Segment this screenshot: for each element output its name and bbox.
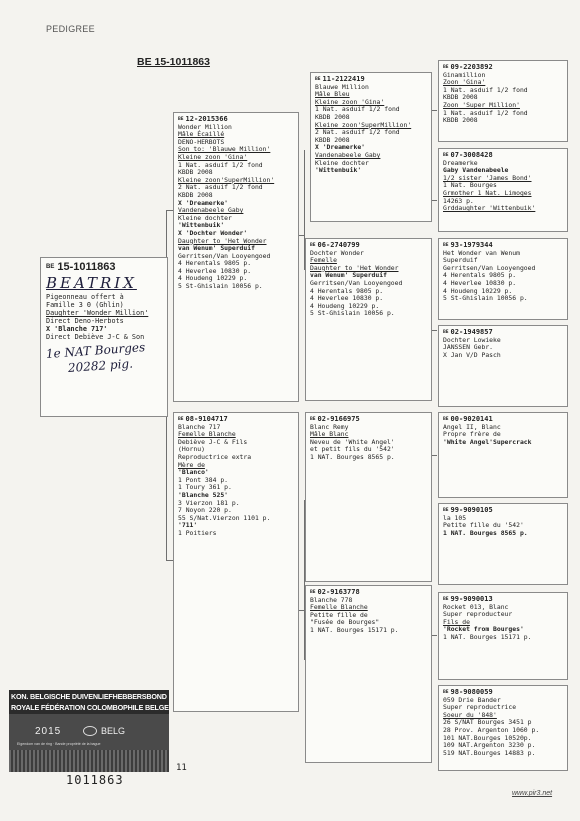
pedigree-line: 1/2 sister 'James Bond' (443, 173, 532, 182)
pedigree-line: 1 Nat. asduif 1/2 fond (443, 108, 528, 117)
pedigree-line: Kleine zoon'SuperMillion' (178, 175, 275, 184)
ring-number: BE 99-9090013 (443, 595, 493, 603)
pedigree-line: Gerritsen/Van Looyengoed (443, 263, 536, 272)
pedigree-line: Petite fille de (310, 610, 368, 619)
sire-sire-dam-box (438, 148, 568, 232)
pedigree-line: Grddaughter 'Wittenbuik' (443, 204, 536, 213)
pedigree-line: Vandenabeele Gaby (315, 150, 381, 159)
pedigree-line: 'Wittenbuik' (315, 166, 362, 175)
ring-number: BE 98-9080059 (443, 688, 493, 696)
pedigree-line: X 'Dochter Wonder' (178, 228, 248, 237)
pedigree-line: 1 Poitiers (178, 528, 217, 537)
pedigree-line: 2 Nat. asduif 1/2 fond (315, 128, 400, 137)
pedigree-line: 1 NAT. Bourges 8565 p. (310, 452, 395, 461)
pedigree-line: 1 Pont 384 p. (178, 475, 229, 484)
handwritten-name: BEATRIX (46, 274, 137, 292)
federation-ring-label (9, 690, 169, 772)
subject-line: X 'Blanche 717' (46, 325, 108, 333)
pedigree-line: 7 Noyon 220 p. (178, 506, 232, 515)
pedigree-line: Neveu de 'White Angel' (310, 437, 395, 446)
pedigree-line: Blanche 717 (178, 422, 221, 431)
ring-number: BE 00-9020141 (443, 415, 493, 423)
pedigree-line: Vandenabeele Gaby (178, 206, 244, 215)
pedigree-line: Grmother 1 Nat. Limoges (443, 188, 532, 197)
pedigree-line: 1 Nat. Bourges (443, 181, 497, 190)
pedigree-line: Propre frère de (443, 430, 501, 439)
pedigree-line: 1 NAT. Bourges 8565 p. (443, 528, 528, 537)
subject-line: Direct Debiève J-C & Son (46, 333, 145, 341)
pedigree-line: 3 Vierzon 181 p. (178, 498, 240, 507)
pedigree-line: Gerritsen/Van Looyengoed (178, 251, 271, 260)
ring-year: 2015 (35, 726, 62, 737)
pedigree-line: van Wenum' Superduif (178, 244, 255, 253)
pedigree-line: 4 Houdeng 10229 p. (178, 274, 248, 283)
dam-box (173, 412, 299, 712)
dam-sire-dam-box (438, 503, 568, 585)
pedigree-line: Wonder Million (178, 122, 232, 131)
connector-line (432, 200, 437, 201)
pedigree-line: Dochter Wonder (310, 248, 364, 257)
pedigree-line: Femelle Blanche (310, 603, 368, 612)
ring-number: BE 02-9166975 (310, 415, 360, 423)
pedigree-line: 'Blanche 525' (178, 490, 229, 499)
pedigree-line: 1 Nat. asduif 1/2 fond (443, 85, 528, 94)
subject-box (40, 257, 168, 417)
pedigree-line: KBDB 2008 (443, 116, 478, 125)
subject-ring: BE 15-1011863 (46, 261, 116, 273)
pedigree-line: Kleine zoon 'Gina' (178, 152, 248, 161)
pedigree-line: Zoon 'Gina' (443, 78, 486, 87)
pedigree-line: KBDB 2008 (178, 190, 213, 199)
ring-number: BE 08-9104717 (178, 415, 228, 423)
pedigree-line: Het Wonder van Wenum (443, 248, 520, 257)
pedigree-line: '711' (178, 521, 198, 530)
sire-dam-sire-box (438, 238, 568, 320)
federation-name-fr: ROYALE FÉDÉRATION COLOMBOPHILE BELGE (11, 703, 169, 712)
dam-sire-sire-box (438, 412, 568, 498)
pedigree-line: 4 Heverlee 10830 p. (178, 266, 252, 275)
ring-number: BE 02-1949857 (443, 328, 493, 336)
pedigree-line: Ginamillion (443, 70, 486, 79)
pedigree-line: Gaby Vandenabeele (443, 166, 509, 175)
pedigree-line: Kleine zoon 'Gina' (315, 97, 385, 106)
ring-band-icon (83, 726, 97, 736)
subject-line: Famille 3 0 (Ghlin) (46, 301, 124, 309)
pedigree-line: 4 Houdeng 10229 p. (310, 301, 380, 310)
pedigree-line: Super reproductrice (443, 703, 517, 712)
connector-line (166, 560, 173, 561)
pedigree-line: 14263 p. (443, 196, 474, 205)
pedigree-line: Kleine dochter (178, 213, 232, 222)
pedigree-line: 5 St-Ghislain 10056 p. (178, 282, 263, 291)
pedigree-line: Rocket 013, Blanc (443, 602, 509, 611)
pedigree-line: 26 S/NAT Bourges 3451 p (443, 718, 532, 727)
pedigree-line: 4 Houdeng 10229 p. (443, 286, 513, 295)
connector-line (432, 330, 437, 331)
subject-line: Direct Deno-Herbots (46, 317, 124, 325)
pedigree-line: 'Rocket from Bourges' (443, 625, 524, 634)
ring-number: BE 02-9163778 (310, 588, 360, 596)
pedigree-line: Petite fille du '542' (443, 521, 524, 530)
subject-line: Pigeonneau offert à (46, 293, 124, 301)
pedigree-line: X 'Dreamerke' (178, 198, 229, 207)
pedigree-line: Daughter to 'Het Wonder (178, 236, 267, 245)
pedigree-line: Angel II, Blanc (443, 422, 501, 431)
pedigree-line: Blanc Remy (310, 422, 349, 431)
pedigree-line: Femelle Blanche (178, 430, 236, 439)
pedigree-line: 101 NAT.Bourges 10520p. (443, 733, 532, 742)
website-url: www.pir3.net (512, 790, 553, 797)
pedigree-line: Kleine zoon'SuperMillion' (315, 120, 412, 129)
pedigree-line: 4 Herentals 9805 p. (178, 259, 252, 268)
dam-dam-sire-box (438, 592, 568, 680)
pedigree-line: Mâle Blanc (310, 430, 349, 439)
handwritten-note: 20282 pig. (67, 356, 134, 375)
connector-line (432, 110, 437, 111)
pedigree-line: (Hornu) (178, 445, 205, 454)
pedigree-line: 1 NAT. Bourges 15171 p. (443, 632, 532, 641)
ring-number: BE 11-2122419 (315, 75, 365, 83)
pedigree-line: Dreamerke (443, 158, 478, 167)
pedigree-line: 4 Herentals 9805 p. (310, 286, 384, 295)
connector-line (166, 210, 173, 211)
pedigree-line: 519 NAT.Bourges 14883 p. (443, 748, 536, 757)
ring-number: BE 99-9090105 (443, 506, 493, 514)
pedigree-line: Super reproducteur (443, 610, 513, 619)
pedigree-line: Femelle (310, 256, 337, 265)
pedigree-line: Blanche 778 (310, 595, 353, 604)
top-ring-number: BE 15-1011863 (137, 56, 210, 68)
ring-number: BE 09-2203892 (443, 63, 493, 71)
pedigree-line: 059 Drie Bander (443, 695, 501, 704)
pedigree-line: X Jan V/D Pasch (443, 350, 501, 359)
pedigree-line: Dochter Lowieke (443, 335, 501, 344)
pedigree-line: Zoon 'Super Million' (443, 100, 520, 109)
pedigree-line: 1 Nat. asduif 1/2 fond (315, 105, 400, 114)
pedigree-line: "Fusée de Bourges" (310, 618, 380, 627)
pedigree-line: Son to: 'Blauwe Million' (178, 145, 271, 154)
pedigree-line: 1 Nat. asduif 1/2 fond (178, 160, 263, 169)
pedigree-line: Debiève J-C & Fils (178, 437, 248, 446)
ring-number: BE 07-3008428 (443, 151, 493, 159)
pedigree-line: KBDB 2008 (443, 93, 478, 102)
pedigree-line: DENO-HERBOTS (178, 137, 225, 146)
handwritten-note: 1e NAT Bourges (45, 340, 146, 361)
pedigree-line: Gerritsen/Van Looyengoed (310, 278, 403, 287)
ring-number: BE 12-2015366 (178, 115, 228, 123)
sire-sire-sire-box (438, 60, 568, 142)
pedigree-line: JANSSEN Gebr. (443, 343, 494, 352)
pedigree-line: Soeur du '848' (443, 710, 497, 719)
pedigree-line: KBDB 2008 (178, 168, 213, 177)
pedigree-line: Fils de (443, 617, 470, 626)
page-title: PEDIGREE (46, 24, 95, 34)
connector-line (432, 455, 437, 456)
pedigree-line: la 105 (443, 513, 467, 522)
pedigree-line: Daughter to 'Het Wonder (310, 263, 399, 272)
sire-dam-dam-box (438, 325, 568, 407)
sire-dam-box (305, 238, 432, 401)
dam-sire-box (305, 412, 432, 582)
pedigree-line: 'White Angel'Supercrack (443, 437, 532, 446)
pedigree-line: 4 Herentals 9805 p. (443, 271, 517, 280)
sire-box (173, 112, 299, 402)
dot-pattern (9, 750, 169, 772)
ring-number: BE 06-2740799 (310, 241, 360, 249)
pedigree-line: X 'Dreamerke' (315, 143, 366, 152)
pedigree-line: 4 Heverlee 10830 p. (443, 278, 517, 287)
pedigree-line: Kleine dochter (315, 158, 369, 167)
pedigree-line: 109 NAT.Argenton 3230 p. (443, 741, 536, 750)
dam-dam-dam-box (438, 685, 568, 771)
pedigree-line: Mâle Écaillé (178, 130, 225, 139)
page-number: 11 (176, 763, 187, 773)
ring-country: BELG (101, 726, 126, 736)
pedigree-line: KBDB 2008 (315, 135, 350, 144)
pedigree-line: Mâle Bleu (315, 90, 350, 99)
pedigree-line: KBDB 2008 (315, 112, 350, 121)
pedigree-line: 5 St-Ghislain 10056 p. (443, 294, 528, 303)
pedigree-line: 'Blanco' (178, 468, 209, 477)
pedigree-line: Superduif (443, 256, 478, 265)
pedigree-line: 4 Heverlee 10830 p. (310, 294, 384, 303)
ring-number: BE 93-1979344 (443, 241, 493, 249)
pedigree-line: 55 S/Nat.Vierzon 1101 p. (178, 513, 271, 522)
federation-name-nl: KON. BELGISCHE DUIVENLIEFHEBBERSBOND (9, 690, 169, 703)
subject-line: Daughter 'Wonder Million' (46, 309, 149, 317)
pedigree-line: Reproductrice extra (178, 452, 252, 461)
pedigree-line: Mère de (178, 460, 205, 469)
fine-print: Eigendom van de ring · Bande propriété de la bague (17, 742, 101, 746)
pedigree-line: van Wenum' Superduif (310, 271, 387, 280)
pedigree-line: 'Wittenbuik' (178, 221, 225, 230)
pedigree-line: Blauwe Million (315, 82, 369, 91)
pedigree-line: 28 Prov. Argenton 1060 p. (443, 725, 540, 734)
dam-dam-box (305, 585, 432, 763)
connector-line (432, 635, 437, 636)
ring-number-label: 1011863 (66, 773, 124, 787)
pedigree-line: 1 Toury 361 p. (178, 483, 232, 492)
pedigree-line: 1 NAT. Bourges 15171 p. (310, 625, 399, 634)
sire-sire-box (310, 72, 432, 222)
pedigree-line: 2 Nat. asduif 1/2 fond (178, 183, 263, 192)
pedigree-line: 5 St-Ghislain 10056 p. (310, 309, 395, 318)
pedigree-line: et petit fils du '542' (310, 445, 395, 454)
